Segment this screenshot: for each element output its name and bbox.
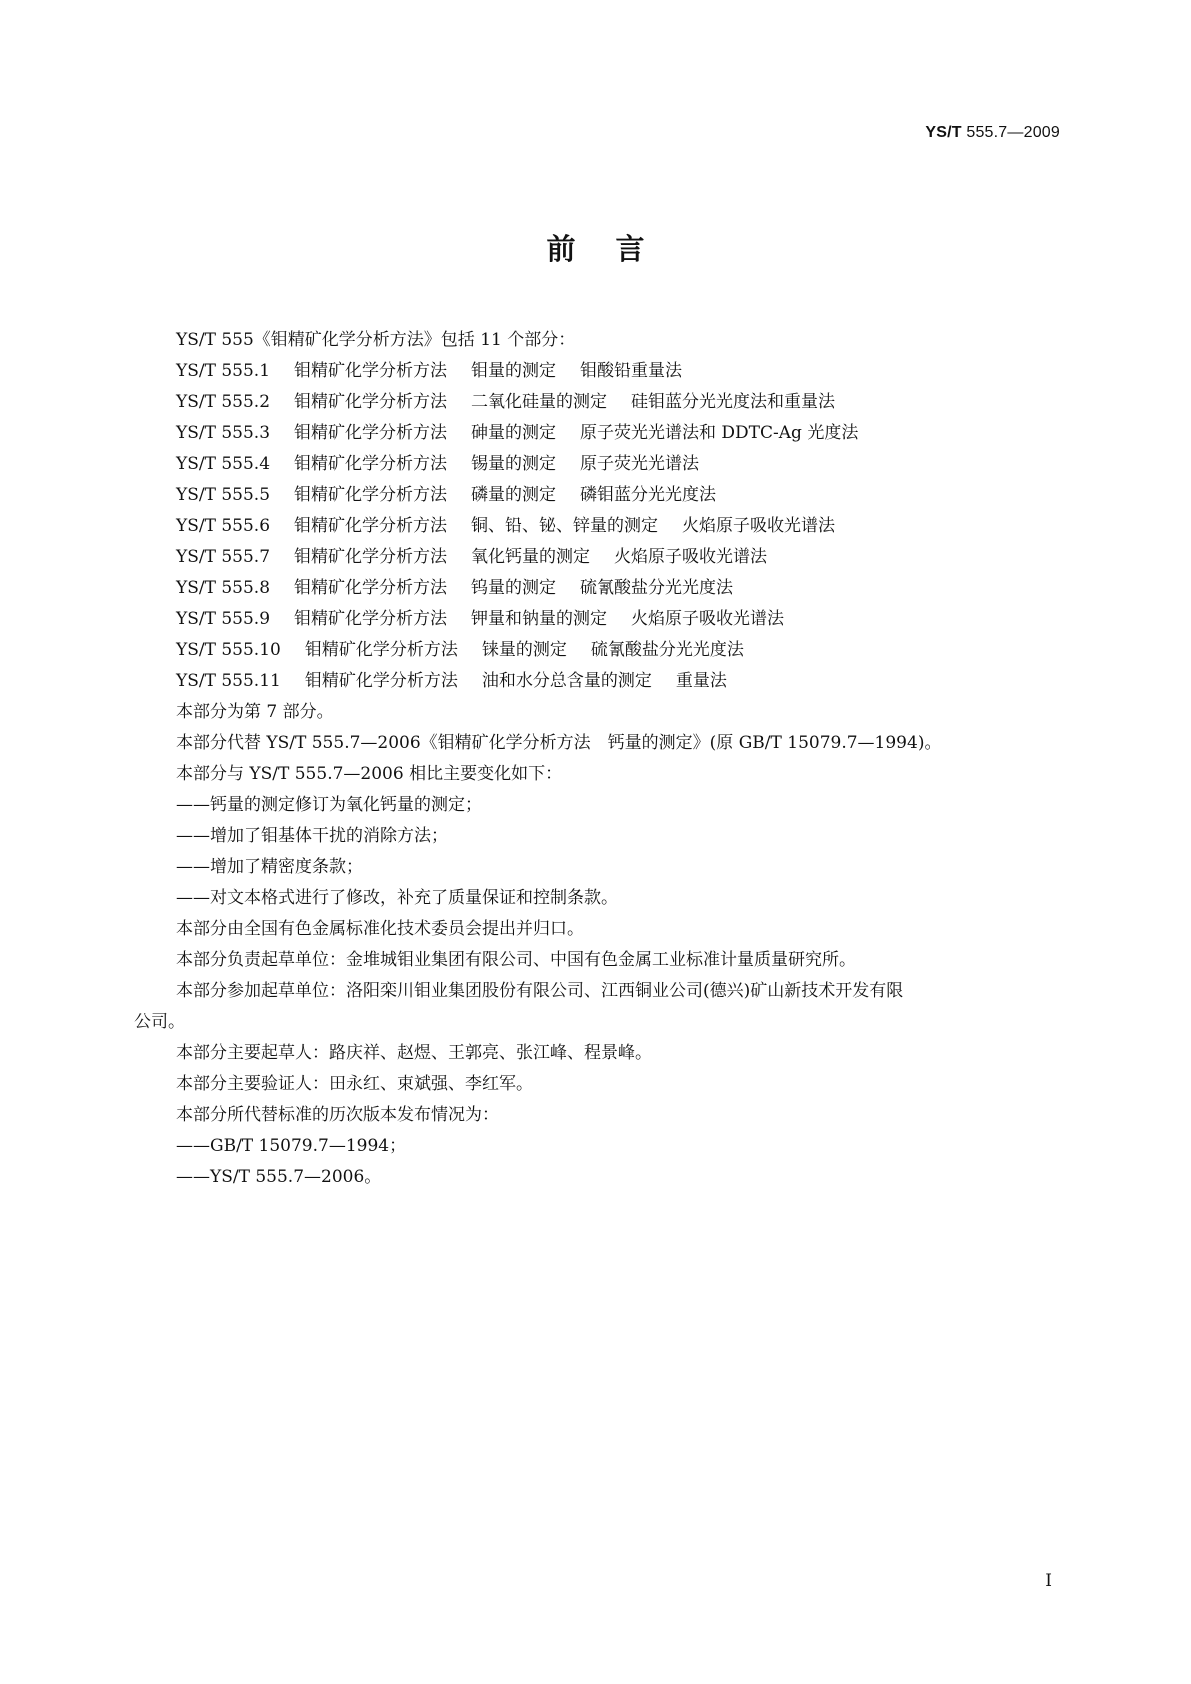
change-item: ——对文本格式进行了修改，补充了质量保证和控制条款。: [176, 888, 618, 908]
part-method: 钼精矿化学分析方法: [294, 454, 448, 474]
part-technique: 硫氰酸盐分光光度法: [580, 578, 734, 598]
part-item: 砷量的测定: [471, 423, 557, 443]
change-item: ——钙量的测定修订为氧化钙量的测定；: [176, 795, 482, 815]
part-method: 钼精矿化学分析方法: [304, 640, 458, 660]
part-technique: 钼酸铅重量法: [580, 361, 683, 381]
standard-code-header: [925, 124, 1060, 142]
part-technique: 硅钼蓝分光光度法和重量法: [631, 392, 836, 412]
participating-units-continuation: 公司。: [134, 1012, 185, 1032]
part-item: 油和水分总含量的测定: [481, 671, 652, 691]
part-method: 钼精矿化学分析方法: [294, 392, 448, 412]
part-entry-9: [134, 604, 1060, 635]
part-code: YS/T 555.7: [176, 547, 271, 567]
part-entry-1: [134, 356, 1060, 387]
part-item: 二氧化硅量的测定: [471, 392, 608, 412]
page-number: I: [1045, 1571, 1052, 1591]
drafters-statement: 本部分主要起草人：路庆祥、赵煜、王郭亮、张江峰、程景峰。: [176, 1043, 652, 1063]
part-code: YS/T 555.8: [176, 578, 271, 598]
page-title: 前言: [546, 232, 685, 266]
part-method: 钼精矿化学分析方法: [304, 671, 458, 691]
part-entry-5: [134, 480, 1060, 511]
part-item: 钨量的测定: [471, 578, 557, 598]
participating-units-statement: 本部分参加起草单位：洛阳栾川钼业集团股份有限公司、江西铜业公司(德兴)矿山新技术开发有限: [176, 981, 904, 1001]
part-code: YS/T 555.5: [176, 485, 271, 505]
part-technique: 火焰原子吸收光谱法: [682, 516, 836, 536]
part-technique: 硫氰酸盐分光光度法: [590, 640, 744, 660]
part-method: 钼精矿化学分析方法: [294, 578, 448, 598]
part-method: 钼精矿化学分析方法: [294, 516, 448, 536]
standard-code-prefix: YS/T: [925, 124, 962, 141]
part-entry-2: [134, 387, 1060, 418]
part-item: 钾量和钠量的测定: [471, 609, 608, 629]
part-entry-8: [134, 573, 1060, 604]
part-number-statement: 本部分为第 7 部分。: [176, 702, 334, 722]
part-code: YS/T 555.10: [176, 640, 281, 660]
part-code: YS/T 555.1: [176, 361, 271, 381]
part-entry-11: [134, 666, 1060, 697]
part-item: 锡量的测定: [471, 454, 557, 474]
part-technique: 火焰原子吸收光谱法: [614, 547, 768, 567]
part-technique: 原子荧光光谱法和 DDTC-Ag 光度法: [580, 423, 859, 443]
change-item: ——增加了钼基体干扰的消除方法；: [176, 826, 448, 846]
part-item: 铼量的测定: [481, 640, 567, 660]
parts-intro: YS/T 555《钼精矿化学分析方法》包括 11 个部分：: [176, 330, 576, 350]
part-entry-7: [134, 542, 1060, 573]
part-technique: 原子荧光光谱法: [580, 454, 700, 474]
changes-intro: 本部分与 YS/T 555.7—2006 相比主要变化如下：: [176, 764, 563, 784]
change-item: ——增加了精密度条款；: [176, 857, 363, 877]
part-method: 钼精矿化学分析方法: [294, 423, 448, 443]
proposed-by-statement: 本部分由全国有色金属标准化技术委员会提出并归口。: [176, 919, 584, 939]
history-item: ——YS/T 555.7—2006。: [176, 1167, 382, 1187]
part-code: YS/T 555.9: [176, 609, 271, 629]
part-code: YS/T 555.6: [176, 516, 271, 536]
part-item: 钼量的测定: [471, 361, 557, 381]
standard-code-number: 555.7—2009: [966, 124, 1060, 141]
drafting-units-statement: 本部分负责起草单位：金堆城钼业集团有限公司、中国有色金属工业标准计量质量研究所。: [176, 950, 856, 970]
part-method: 钼精矿化学分析方法: [294, 361, 448, 381]
part-code: YS/T 555.4: [176, 454, 271, 474]
history-intro: 本部分所代替标准的历次版本发布情况为：: [176, 1105, 499, 1125]
part-item: 磷量的测定: [471, 485, 557, 505]
part-code: YS/T 555.11: [176, 671, 281, 691]
part-item: 铜、铅、铋、锌量的测定: [471, 516, 659, 536]
part-item: 氧化钙量的测定: [471, 547, 591, 567]
part-technique: 重量法: [675, 671, 727, 691]
part-entry-6: [134, 511, 1060, 542]
replaces-statement: 本部分代替 YS/T 555.7—2006《钼精矿化学分析方法 钙量的测定》(原 GB/T 15079.7—1994)。: [176, 733, 942, 753]
part-method: 钼精矿化学分析方法: [294, 547, 448, 567]
part-technique: 磷钼蓝分光光度法: [580, 485, 717, 505]
part-entry-3: [134, 418, 1060, 449]
foreword-body: [134, 325, 1060, 1193]
part-code: YS/T 555.3: [176, 423, 271, 443]
verifiers-statement: 本部分主要验证人：田永红、束斌强、李红军。: [176, 1074, 533, 1094]
part-entry-4: [134, 449, 1060, 480]
part-technique: 火焰原子吸收光谱法: [631, 609, 785, 629]
part-method: 钼精矿化学分析方法: [294, 485, 448, 505]
history-item: ——GB/T 15079.7—1994；: [176, 1136, 407, 1156]
part-entry-10: [134, 635, 1060, 666]
part-code: YS/T 555.2: [176, 392, 271, 412]
part-method: 钼精矿化学分析方法: [294, 609, 448, 629]
